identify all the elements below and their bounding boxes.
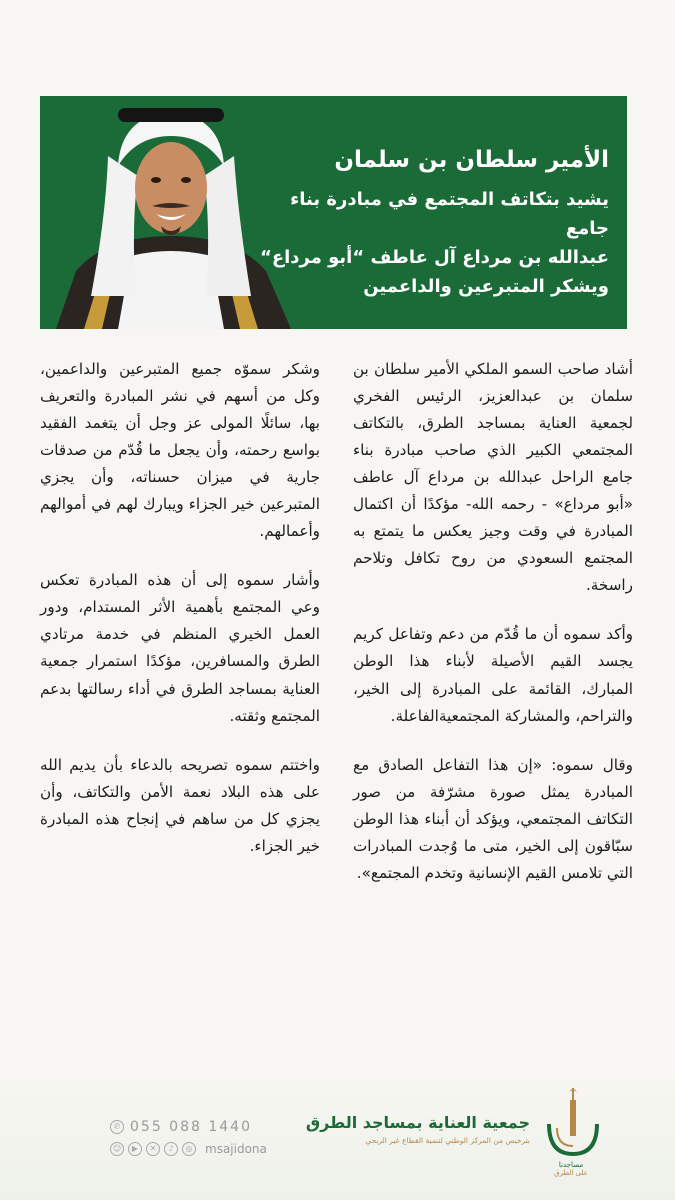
- mosque-logo-icon: [543, 1084, 603, 1162]
- logo-line: مساجدنا: [558, 1161, 584, 1169]
- social-row: [110, 1138, 267, 1160]
- phone-icon: ✆: [110, 1120, 124, 1134]
- social-handle[interactable]: msajidona: [205, 1142, 267, 1156]
- headline-name: الأمير سلطان بن سلمان: [334, 147, 609, 173]
- youtube-icon[interactable]: ▶: [128, 1142, 142, 1156]
- social-icons: [110, 1142, 196, 1156]
- header-banner: [40, 96, 627, 329]
- organization: [306, 1113, 530, 1145]
- article-paragraph: وقال سموه: «إن هذا التفاعل الصادق مع المبادرة يمثل صورة مشرّفة من صور التكاتف المجتمعي، ويؤكد أن أبناء هذا الوطن سبّاقون إلى الخير، متى ما وُجدت المبادرات التي تلامس القيم الإنسانية وتخدم المجتمع».: [353, 755, 633, 882]
- footer: [0, 1076, 675, 1200]
- article-paragraph: وأكد سموه أن ما قُدّم من دعم وتفاعل كريم يجسد القيم الأصيلة لأبناء هذا الوطن المبارك، القائمة على المبادرة إلى الخير، والتراحم، والمشاركة المجتمعيةالفاعلة.: [353, 625, 633, 725]
- headline: [249, 146, 609, 301]
- headline-subtitle-line: عبدالله بن مرداع آل عاطف “أبو مرداع“: [260, 247, 609, 269]
- article-column-left: [40, 356, 320, 882]
- x-icon[interactable]: ✕: [146, 1142, 160, 1156]
- snapchat-icon[interactable]: ☺: [110, 1142, 124, 1156]
- tiktok-icon[interactable]: ♪: [164, 1142, 178, 1156]
- phone-row: [110, 1116, 267, 1138]
- article-paragraph: وأشار سموه إلى أن هذه المبادرة تعكس وعي المجتمع بأهمية الأثر المستدام، ودور العمل الخيري المنظم في خدمة مرتادي الطرق والمسافرين، مؤكدًا استمرار جمعية العناية بمساجد الطرق في أداء رسالتها بدعم المجتمع وثقته.: [40, 571, 320, 725]
- organization-name: جمعية العناية بمساجد الطرق: [305, 1113, 530, 1132]
- article-paragraph: وشكر سموّه جميع المتبرعين والداعمين، وكل من أسهم في نشر المبادرة والتعريف بها، سائلًا المولى عز وجل أن يتغمد الفقيد بواسع رحمته، وأن يجعل ما قُدّم من صدقات جارية في ميزان حسناته، وأن يجزي المتبرعين خير الجزاء ويبارك لهم في أموالهم وأعمالهم.: [40, 360, 320, 541]
- contact-info: [110, 1116, 267, 1160]
- phone-number[interactable]: 055 088 1440: [130, 1119, 252, 1135]
- headline-subtitle: [249, 185, 609, 302]
- instagram-icon[interactable]: ◎: [182, 1142, 196, 1156]
- logo-line: على الطرق: [554, 1169, 588, 1178]
- article-column-right: [353, 356, 633, 909]
- organization-tagline: بترخيص من المركز الوطني لتنمية القطاع غير الربحي: [365, 1135, 530, 1145]
- headline-subtitle-line: ويشكر المتبرعين والداعمين: [363, 276, 609, 298]
- article-paragraph: أشاد صاحب السمو الملكي الأمير سلطان بن سلمان بن عبدالعزيز، الرئيس الفخري لجمعية العناية بمساجد الطرق، بالتكاتف المجتمعي الكبير الذي صاحب مبادرة بناء جامع الراحل عبدالله بن مرداع آل عاطف «أبو مرداع» - رحمه الله- مؤكدًا أن اكتمال المبادرة في وقت وجيز يعكس ما يتمتع به المجتمع السعودي من روح تكافل وتلاحم راسخة.: [353, 360, 633, 595]
- headline-subtitle-line: يشيد بتكاتف المجتمع في مبادرة بناء جامع: [290, 188, 609, 239]
- logo-wordmark: [543, 1161, 599, 1178]
- article-paragraph: واختتم سموه تصريحه بالدعاء بأن يديم الله على هذه البلاد نعمة الأمن والتكاتف، وأن يجزي كل من ساهم في إنجاح هذه المبادرة خير الجزاء.: [40, 755, 320, 855]
